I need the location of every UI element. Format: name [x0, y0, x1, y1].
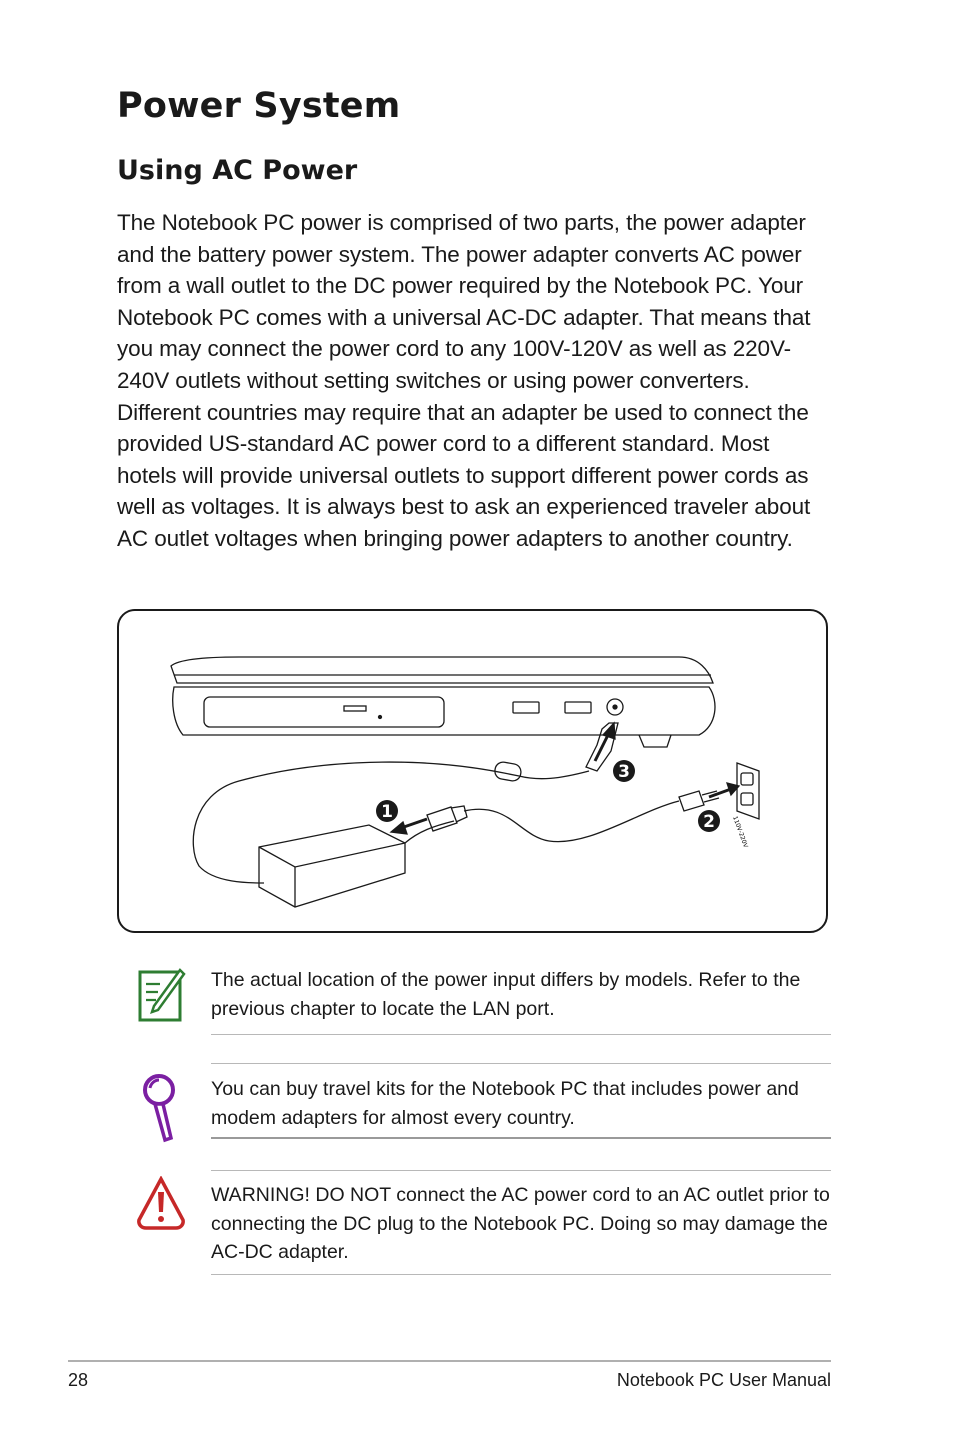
wall-outlet	[737, 763, 759, 819]
note-text: The actual location of the power input differs by models. Refer to the previous chapter to locate the LAN port.	[211, 969, 801, 1020]
manual-title: Notebook PC User Manual	[616, 1370, 831, 1390]
step-1-label: 1	[381, 802, 393, 822]
note-block	[211, 966, 831, 1023]
step-3-label: 3	[618, 762, 630, 782]
arrow-2	[709, 789, 731, 797]
tip-divider	[211, 1137, 831, 1139]
tip-divider	[211, 1170, 831, 1171]
note-divider	[211, 1034, 831, 1035]
optical-drive	[204, 697, 444, 727]
ac-cable-to-wall	[464, 801, 679, 842]
note-divider	[211, 1063, 831, 1064]
warning-text: WARNING! DO NOT connect the AC power cord to an AC outlet prior to connecting the DC plug to the Notebook PC. Doing so may damage the AC-DC adapter.	[211, 1184, 830, 1263]
power-adapter	[259, 825, 405, 907]
wall-plug	[679, 791, 704, 811]
footer-divider	[68, 1360, 831, 1362]
warning-icon	[136, 1176, 186, 1236]
warning-divider	[211, 1274, 831, 1275]
dc-cable	[193, 762, 589, 883]
usb-port-1	[513, 702, 539, 713]
tip-block	[211, 1075, 831, 1132]
page-number: 28	[68, 1370, 89, 1390]
outlet-voltage-label: 110V-220V	[731, 815, 749, 849]
note-pencil-icon	[136, 966, 186, 1028]
laptop-lid	[171, 657, 713, 683]
body-paragraph: The Notebook PC power is comprised of two parts, the power adapter and the battery power system. The power adapter converts AC power from a wall outlet to the DC power required by the Notebook PC. Your Notebook PC comes with a universal AC-DC adapter. That means that you may connect the power cord to any 100V-120V as well as 220V-240V outlets without setting switches or using power converters. Different countries may require that an adapter be used to connect the provided US-standard AC power cord to a different standard. Most hotels will provide universal outlets to support different power cords as well as voltages. It is always best to ask an experienced traveler about AC outlet voltages when bringing power adapters to another country.	[117, 210, 811, 551]
tip-text: You can buy travel kits for the Notebook PC that includes power and modem adapters for almost every country.	[211, 1078, 799, 1129]
section-title: Using AC Power	[117, 155, 358, 186]
usb-port-2	[565, 702, 591, 713]
power-connection-figure	[117, 609, 828, 933]
page-title: Power System	[117, 86, 401, 126]
magnifier-tip-icon	[139, 1072, 181, 1148]
step-2-label: 2	[703, 812, 715, 832]
warning-block	[211, 1181, 831, 1267]
ac-connector	[427, 807, 457, 831]
power-connection-illustration	[119, 611, 830, 935]
